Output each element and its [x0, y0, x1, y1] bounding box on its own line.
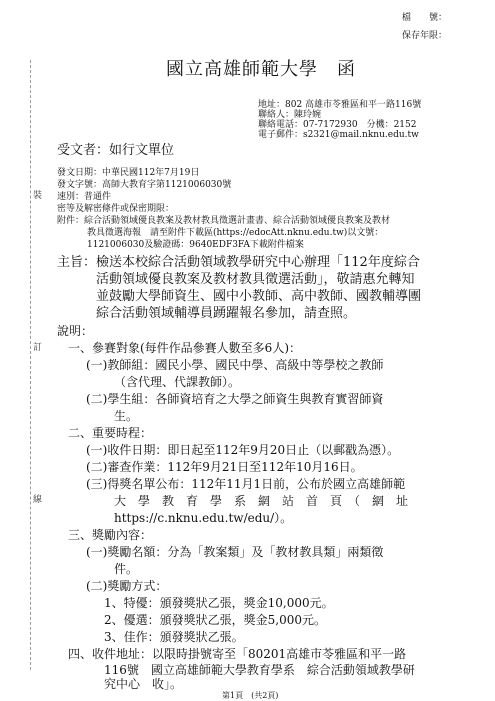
section-1a-line-2: （含代理、代課教師）。 — [114, 375, 241, 389]
prize-2: 2、優選：頒發獎狀乙張，獎金5,000元。 — [104, 613, 326, 627]
document-title: 國立高雄師範大學 函 — [166, 59, 356, 80]
security-level: 密等及解密條件或保密期限： — [57, 204, 175, 214]
prize-1: 1、特優：頒發獎狀乙張，獎金10,000元。 — [104, 596, 334, 610]
section-4-line-3: 究中心 收」。 — [104, 677, 183, 691]
binding-line — [30, 60, 31, 670]
subject-line-2: 活動領域優良教案及教材教具徵選活動」，敬請惠允轉知 — [96, 272, 415, 287]
section-4-line-1: 四、收件地址：以限時掛號寄至「80201高雄市苓雅區和平一路 — [68, 647, 407, 661]
section-2-heading: 二、重要時程： — [68, 426, 153, 440]
binding-mark-xian: 線 — [33, 495, 43, 505]
prize-3: 3、佳作：頒發獎狀乙張。 — [104, 630, 244, 644]
section-3a-line-1: (一)獎勵名額：分為「教案類」及「教材教具類」兩類徵 — [86, 545, 384, 559]
section-3a-line-2: 件。 — [114, 562, 139, 576]
section-2c-line-2: 大 學 教 育 學 系 網 站 首 頁 （ 網 址 — [114, 494, 409, 508]
subject-line-4: 綜合活動領域輔導員踴躍報名參加，請查照。 — [96, 306, 357, 321]
file-number-label: 檔 號： — [402, 13, 448, 23]
contact-person: 聯絡人：陳玲婉 — [258, 110, 322, 120]
contact-address: 地址：802 高雄市苓雅區和平一路116號 — [258, 100, 422, 110]
issue-date: 發文日期：中華民國112年7月19日 — [57, 168, 200, 178]
recipient: 受文者：如行文單位 — [57, 143, 175, 158]
binding-mark-ding: 訂 — [33, 343, 43, 353]
delivery-speed: 速別：普通件 — [57, 192, 112, 202]
retention-period-label: 保存年限： — [402, 31, 448, 41]
section-1b-line-2: 生。 — [114, 409, 139, 423]
subject-line-3: 並鼓勵大學師資生、國中小教師、高中教師、國教輔導團 — [96, 289, 422, 304]
section-3-heading: 三、獎勵內容： — [68, 528, 153, 542]
attachment-line-3: 1121006030及驗證碼：9640EDF3FA下載附件檔案 — [87, 240, 304, 250]
section-1a-line-1: (一)教師組：國民小學、國民中學、高級中等學校之教師 — [86, 358, 384, 372]
section-2c-line-1: (三)得獎名單公布：112年11月1日前，公布於國立高雄師範 — [86, 477, 406, 491]
issue-number: 發文字號：高師大教育字第1121006030號 — [57, 180, 232, 190]
explanation-label: 說明： — [57, 324, 94, 338]
section-1b-line-1: (二)學生組：各師資培育之大學之師資生與教育實習師資 — [86, 392, 384, 406]
section-2c-url: https://c.nknu.edu.tw/edu/）。 — [114, 511, 293, 525]
contact-phone: 聯絡電話：07-7172930 分機：2152 — [258, 120, 417, 130]
page-number: 第1頁 (共2頁) — [222, 691, 279, 700]
attachment-line-2: 教具徵選海報 請至附件下載區(https://edocAtt.nknu.edu.tw)以文號： — [87, 228, 384, 238]
contact-email: 電子郵件：s2321@mail.nknu.edu.tw — [258, 130, 419, 140]
section-3b-heading: (二)獎勵方式： — [86, 579, 168, 593]
subject-line-1: 主旨：檢送本校綜合活動領域教學研究中心辦理「112年度綜合 — [57, 255, 420, 270]
section-2a: (一)收件日期：即日起至112年9月20日止（以郵戳為憑）。 — [86, 443, 400, 457]
section-2b: (二)審查作業：112年9月21日至112年10月16日。 — [86, 460, 363, 474]
section-4-line-2: 116號 國立高雄師範大學教育學系 綜合活動領域教學研 — [104, 663, 415, 677]
binding-mark-zhuang: 裝 — [33, 191, 43, 201]
section-1-heading: 一、參賽對象(每件作品參賽人數至多6人)： — [68, 341, 301, 355]
attachment-line-1: 附件：綜合活動領域優良教案及教材教具徵選計畫書、綜合活動領域優良教案及教材 — [57, 216, 391, 226]
